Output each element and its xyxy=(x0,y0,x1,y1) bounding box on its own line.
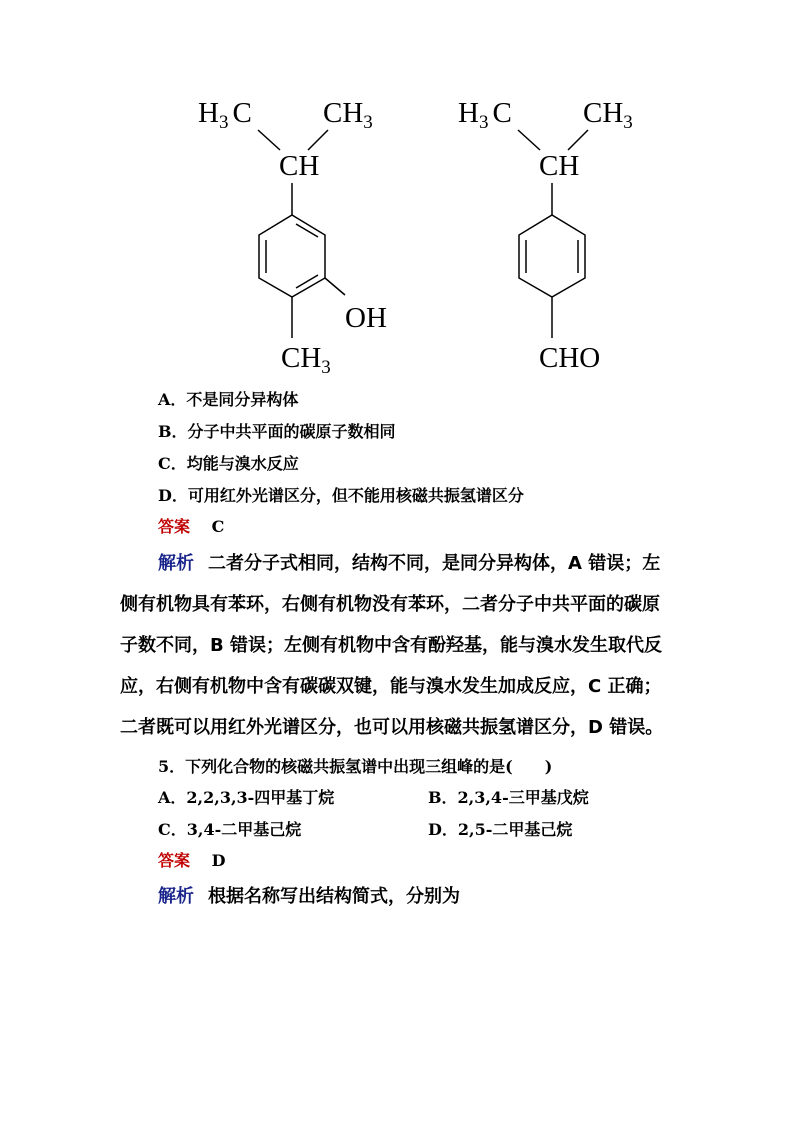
answer-value: C xyxy=(211,517,225,536)
q4-option-a: A．不是同分异构体 xyxy=(158,390,299,409)
right-h3c: $H_3$ C xyxy=(458,97,512,133)
left-molecule xyxy=(198,97,387,378)
left-oh: OH xyxy=(345,302,387,334)
structures-svg xyxy=(180,80,650,380)
q4-option-b: B．分子中共平面的碳原子数相同 xyxy=(158,422,396,441)
analysis-label: 解析 xyxy=(158,553,194,574)
q5-answer xyxy=(158,851,225,871)
analysis-line: 侧有机物具有苯环，右侧有机物没有苯环，二者分子中共平面的碳原 xyxy=(120,594,660,615)
answer-value: D xyxy=(211,851,226,870)
left-ch3-bottom: $CH_3$ xyxy=(281,342,331,378)
answer-label: 答案 xyxy=(158,517,191,536)
left-h3c: $H_3$ C xyxy=(198,97,252,133)
analysis-line: 应，右侧有机物中含有碳碳双键，能与溴水发生加成反应，C 正确； xyxy=(120,676,662,697)
right-ch: CH xyxy=(539,150,580,182)
q5-question: 5．下列化合物的核磁共振氢谱中出现三组峰的是( ) xyxy=(158,757,553,776)
right-cho: CHO xyxy=(539,342,601,374)
q5-option-c: C．3,4-二甲基己烷 xyxy=(158,820,302,839)
answer-label: 答案 xyxy=(158,851,191,870)
q4-analysis xyxy=(120,543,680,748)
right-molecule xyxy=(458,97,633,374)
analysis-label: 解析 xyxy=(158,886,194,907)
analysis-line: 解析 根据名称写出结构简式，分别为 xyxy=(158,886,460,907)
q4-option-c: C．均能与溴水反应 xyxy=(158,454,299,473)
chemical-structures xyxy=(180,80,650,380)
left-ch3-top: $CH_3$ xyxy=(323,97,373,133)
q4-answer xyxy=(158,517,224,537)
q5-option-d: D．2,5-二甲基己烷 xyxy=(428,820,573,839)
q4-option-d: D．可用红外光谱区分，但不能用核磁共振氢谱区分 xyxy=(158,486,524,505)
q5-analysis xyxy=(120,876,680,917)
analysis-line: 二者既可以用红外光谱区分，也可以用核磁共振氢谱区分，D 错误。 xyxy=(120,717,664,738)
q5-options-row1 xyxy=(158,788,589,808)
q5-option-a: A．2,2,3,3-四甲基丁烷 xyxy=(158,788,335,807)
analysis-line: 解析 二者分子式相同，结构不同，是同分异构体，A 错误；左 xyxy=(158,553,661,574)
analysis-line: 子数不同，B 错误；左侧有机物中含有酚羟基，能与溴水发生取代反 xyxy=(120,635,662,656)
q5-option-b: B．2,3,4-三甲基戊烷 xyxy=(428,788,589,807)
left-ch: CH xyxy=(279,150,320,182)
q5-options-row2 xyxy=(158,820,572,840)
right-ch3-top: $CH_3$ xyxy=(583,97,633,133)
